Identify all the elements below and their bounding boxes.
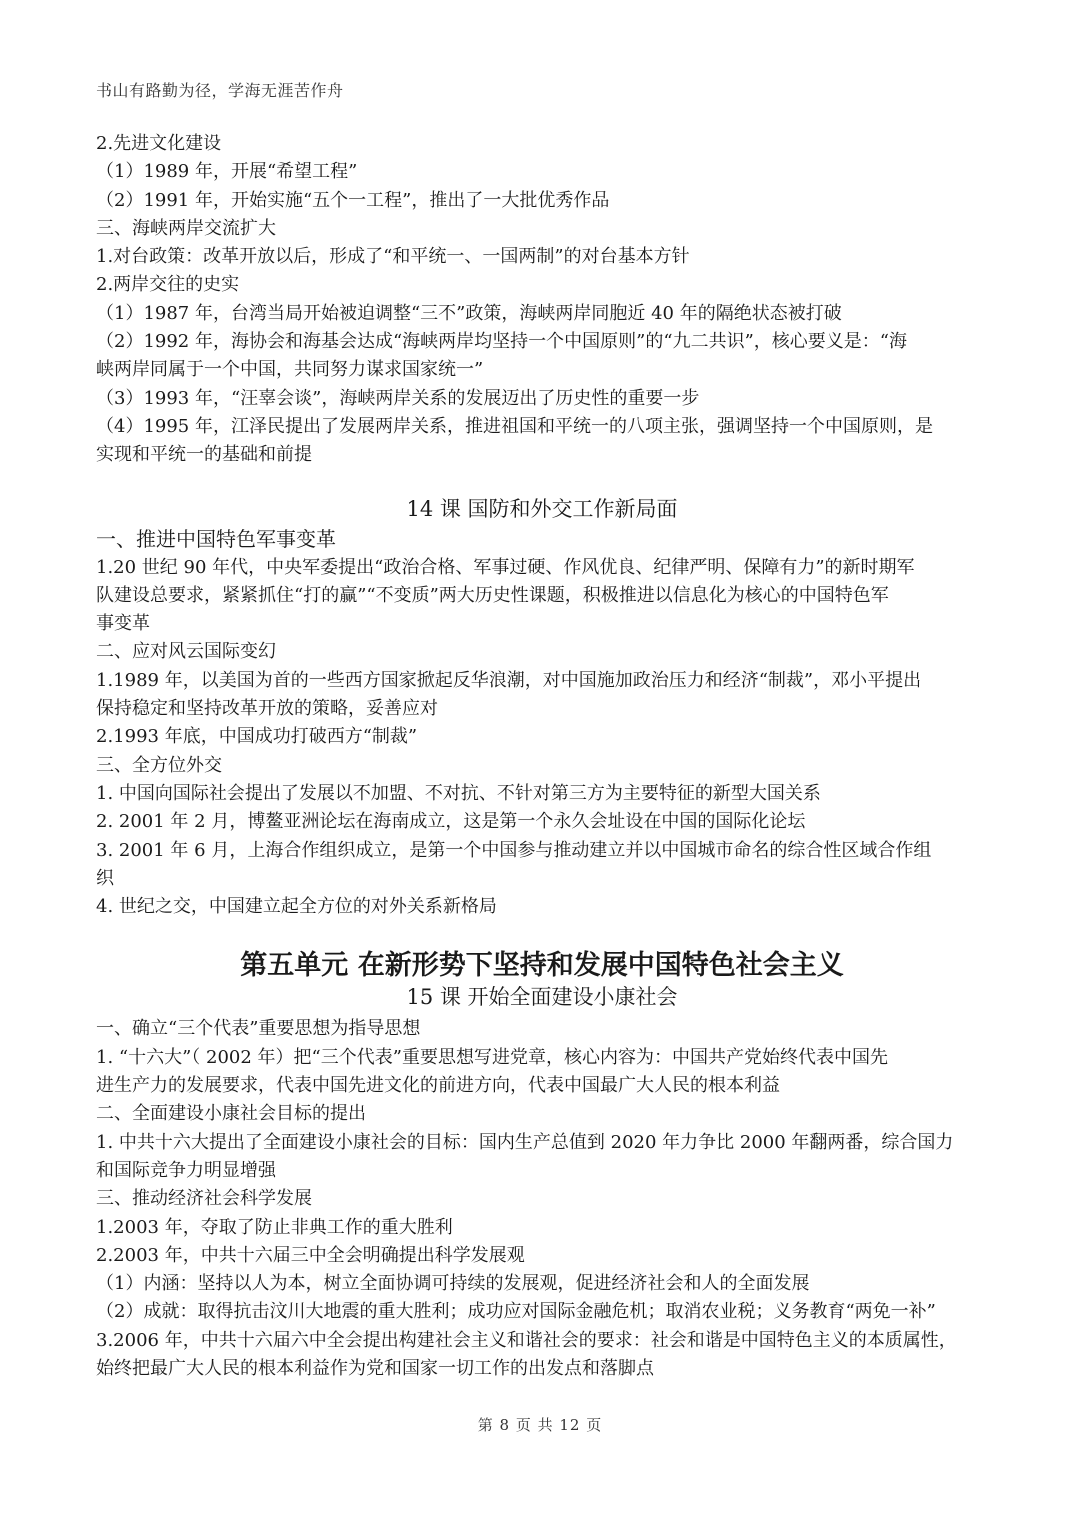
unit5-title: 第五单元 在新形势下坚持和发展中国特色社会主义 <box>240 950 844 982</box>
page-content <box>96 130 988 1383</box>
text-line: （3）1993 年，“汪辜会谈”，海峡两岸关系的发展迈出了历史性的重要一步 <box>96 387 700 409</box>
text-line: （2）成就：取得抗击汶川大地震的重大胜利；成功应对国际金融危机；取消农业税；义务教育“两免一补” <box>96 1301 936 1323</box>
text-line: 事变革 <box>96 613 150 635</box>
text-line: 实现和平统一的基础和前提 <box>96 444 312 466</box>
section-heading: 三、全方位外交 <box>96 754 222 776</box>
text-line: 进生产力的发展要求，代表中国先进文化的前进方向，代表中国最广大人民的根本利益 <box>96 1075 780 1097</box>
text-line: 3.2006 年，中共十六届六中全会提出构建社会主义和谐社会的要求：社会和谐是中国特色主义的本质属性， <box>96 1329 957 1351</box>
text-line: 2.1993 年底，中国成功打破西方“制裁” <box>96 726 418 748</box>
lesson15-title: 15 课 开始全面建设小康社会 <box>406 985 678 1010</box>
section-heading: 一、推进中国特色军事变革 <box>96 526 336 551</box>
text-line: （4）1995 年，江泽民提出了发展两岸关系，推进祖国和平统一的八项主张，强调坚持一个中国原则，是 <box>96 415 933 437</box>
text-line: （2）1991 年，开始实施“五个一工程”，推出了一大批优秀作品 <box>96 189 610 211</box>
text-line: 4. 世纪之交，中国建立起全方位的对外关系新格局 <box>96 896 497 918</box>
unit5-block <box>96 949 988 1383</box>
text-line: 保持稳定和坚持改革开放的策略，妥善应对 <box>96 698 438 720</box>
text-line: 2.两岸交往的史实 <box>96 274 240 296</box>
section-heading: 三、海峡两岸交流扩大 <box>96 217 276 239</box>
part1-block <box>96 130 988 470</box>
lesson14-title: 14 课 国防和外交工作新局面 <box>406 496 678 521</box>
text-line: 织 <box>96 867 114 889</box>
text-line: 1.对台政策：改革开放以后，形成了“和平统一、一国两制”的对台基本方针 <box>96 246 690 268</box>
text-line: 1. “十六大”（ 2002 年）把“三个代表”重要思想写进党章，核心内容为：中国共产党始终代表中国先 <box>96 1046 888 1068</box>
text-line: 峡两岸同属于一个中国，共同努力谋求国家统一” <box>96 359 484 381</box>
text-line: 3. 2001 年 6 月，上海合作组织成立，是第一个中国参与推动建立并以中国城市命名的综合性区域合作组 <box>96 839 932 861</box>
section-heading: 二、全面建设小康社会目标的提出 <box>96 1103 366 1125</box>
text-line: 队建设总要求，紧紧抓住“打的赢”“不变质”两大历史性课题，积极推进以信息化为核心的中国特色军 <box>96 584 889 606</box>
section-heading: 三、推动经济社会科学发展 <box>96 1188 312 1210</box>
section-heading: 一、确立“三个代表”重要思想为指导思想 <box>96 1018 421 1040</box>
text-line: 2. 2001 年 2 月，博鳌亚洲论坛在海南成立，这是第一个永久会址设在中国的国际化论坛 <box>96 811 806 833</box>
text-line: （1）内涵：坚持以人为本，树立全面协调可持续的发展观，促进经济社会和人的全面发展 <box>96 1273 810 1295</box>
page-header-motto: 书山有路勤为径，学海无涯苦作舟 <box>96 81 344 100</box>
text-line: 1. 中共十六大提出了全面建设小康社会的目标：国内生产总值到 2020 年力争比 2000 年翻两番，综合国力 <box>96 1131 954 1153</box>
text-line: （1）1989 年，开展“希望工程” <box>96 161 358 183</box>
text-line: 1.2003 年，夺取了防止非典工作的重大胜利 <box>96 1216 453 1238</box>
text-line: 2.先进文化建设 <box>96 133 222 154</box>
text-line: 1. 中国向国际社会提出了发展以不加盟、不对抗、不针对第三方为主要特征的新型大国关系 <box>96 782 821 804</box>
text-line: 2.2003 年，中共十六届三中全会明确提出科学发展观 <box>96 1244 525 1266</box>
text-line: （1）1987 年，台湾当局开始被迫调整“三不”政策，海峡两岸同胞近 40 年的隔绝状态被打破 <box>96 302 842 324</box>
text-line: 和国际竞争力明显增强 <box>96 1159 276 1181</box>
text-line: 1.20 世纪 90 年代，中央军委提出“政治合格、军事过硬、作风优良、纪律严明、保障有力”的新时期军 <box>96 556 915 578</box>
text-line: 1.1989 年，以美国为首的一些西方国家掀起反华浪潮，对中国施加政治压力和经济“制裁”，邓小平提出 <box>96 669 922 691</box>
text-line: （2）1992 年，海协会和海基会达成“海峡两岸均坚持一个中国原则”的“九二共识”，核心要义是：“海 <box>96 331 907 353</box>
section-heading: 二、应对风云国际变幻 <box>96 641 276 663</box>
text-line: 始终把最广大人民的根本利益作为党和国家一切工作的出发点和落脚点 <box>96 1357 654 1379</box>
lesson14-block <box>96 494 988 922</box>
page-footer-pagination: 第 8 页 共 12 页 <box>477 1416 603 1434</box>
